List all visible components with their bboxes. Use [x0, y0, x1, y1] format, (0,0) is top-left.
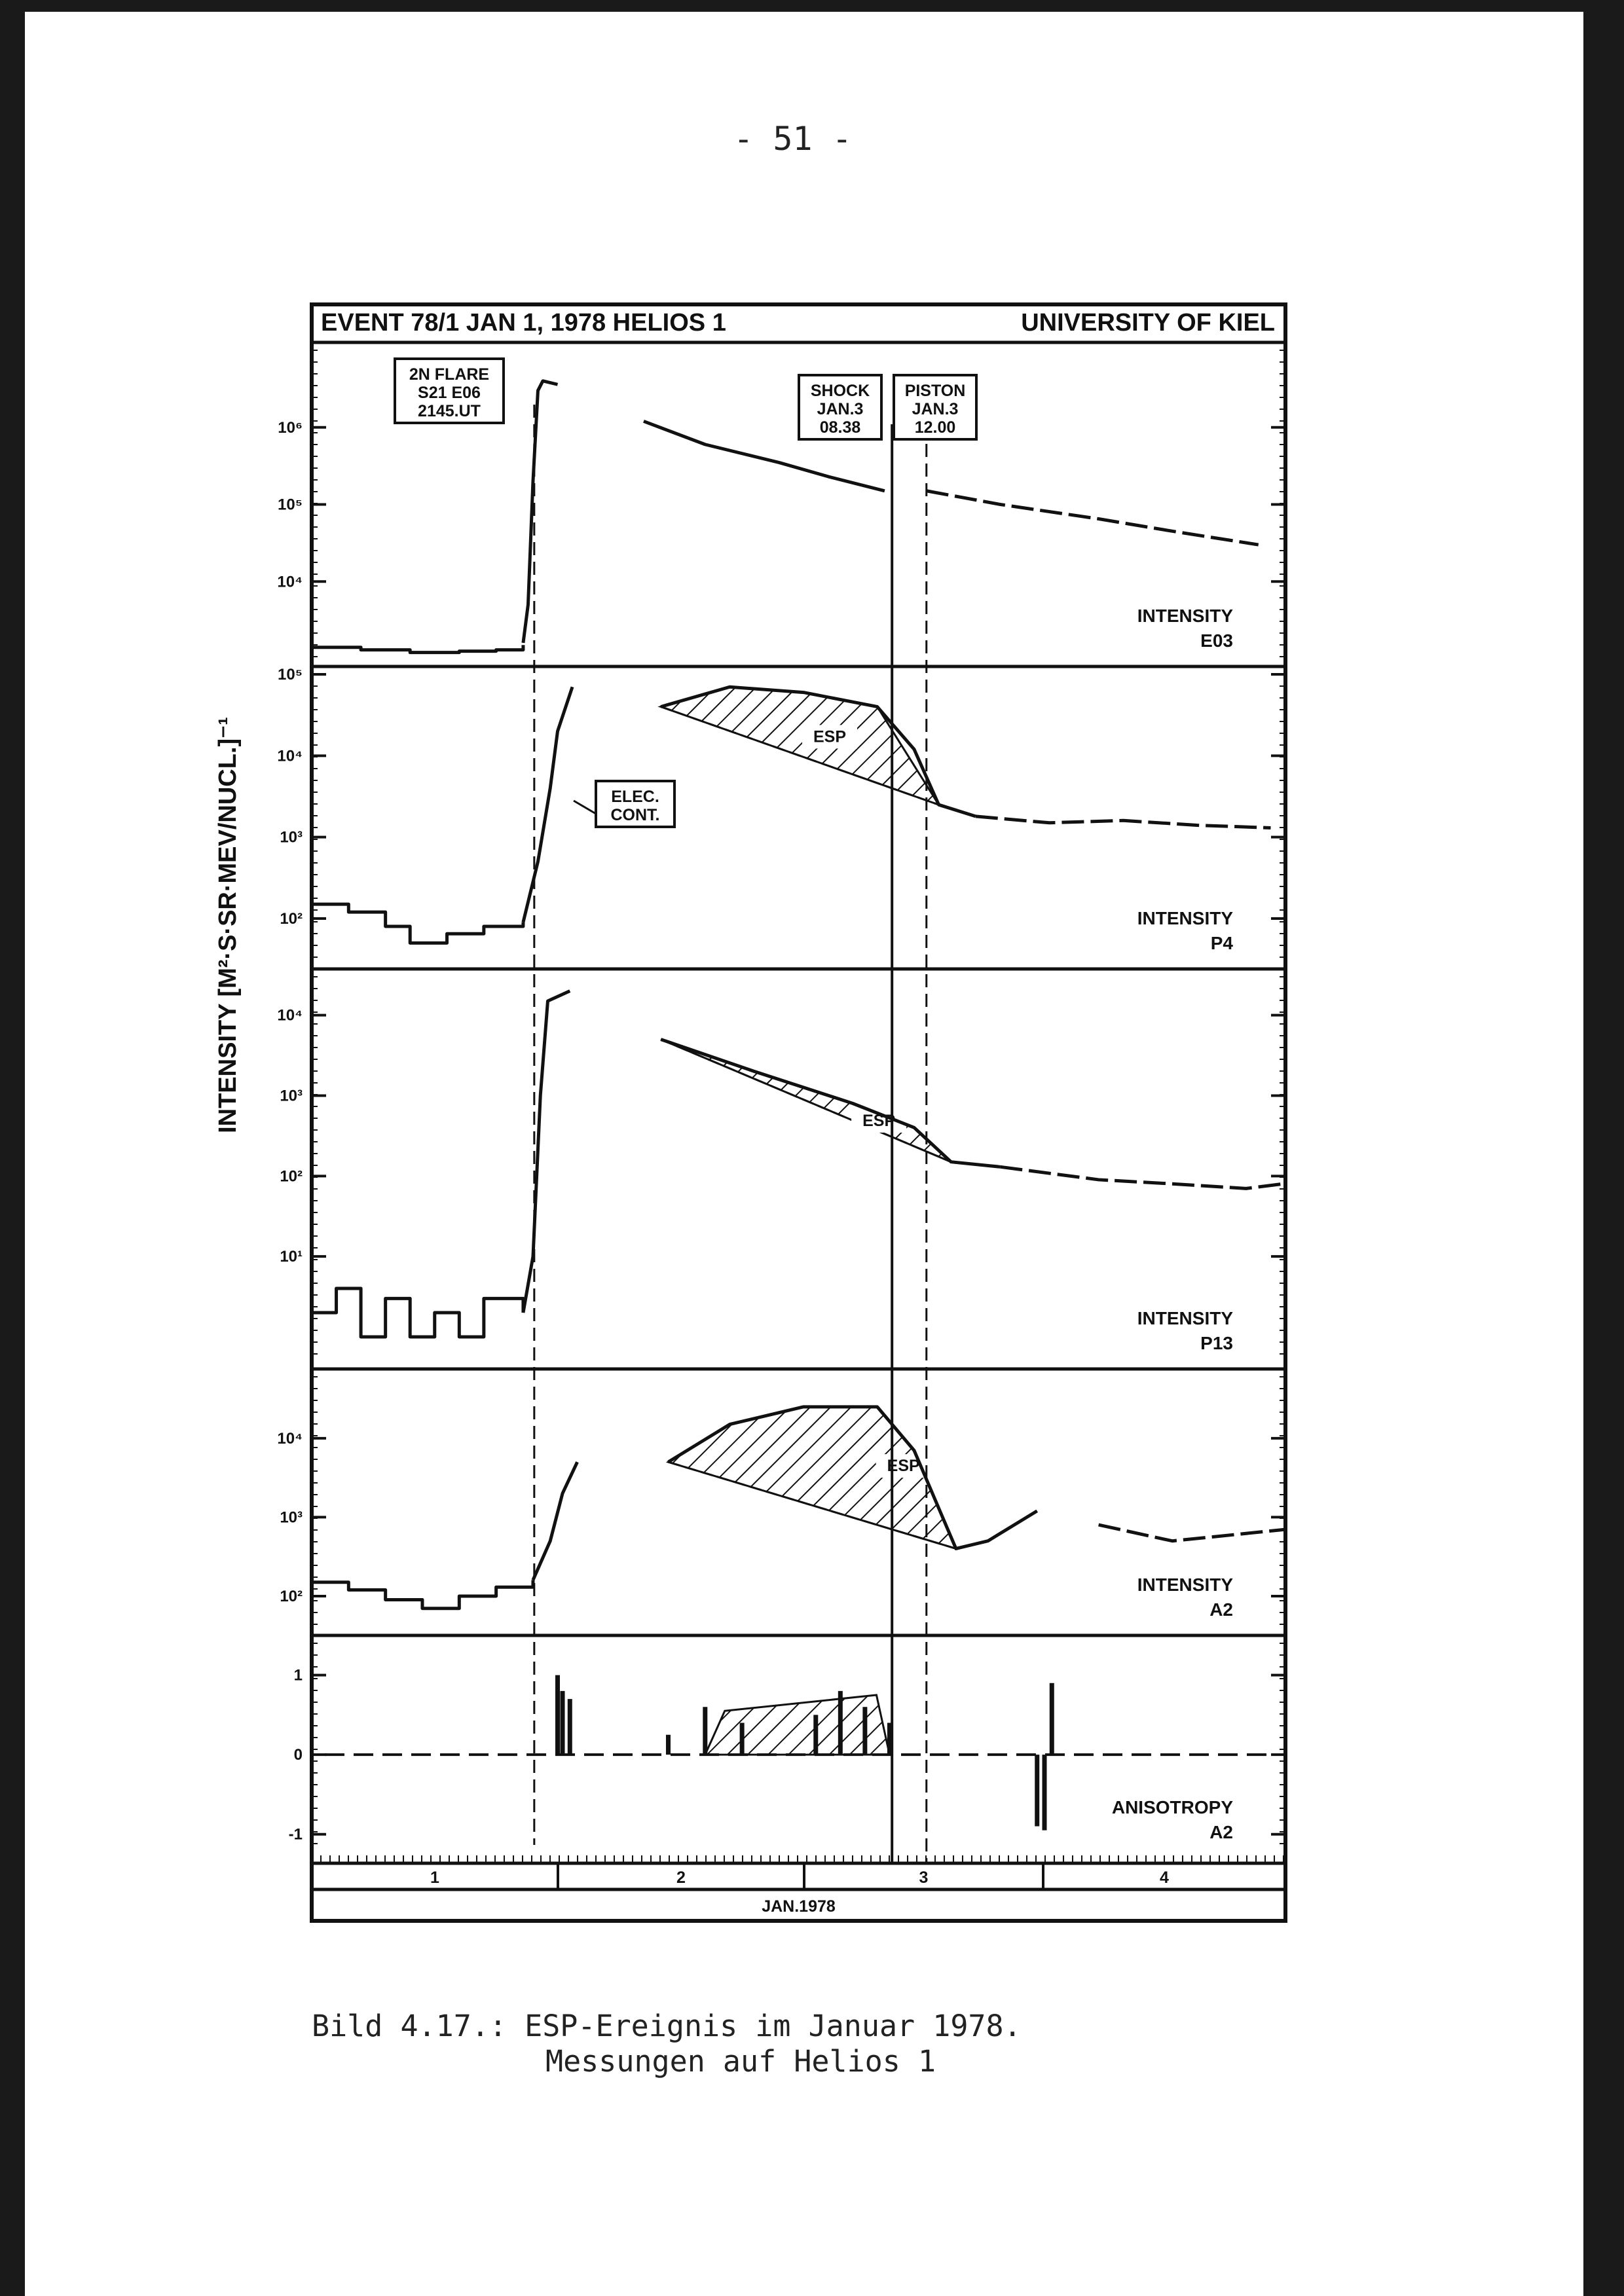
shock-annotation-line: 08.38	[819, 418, 861, 437]
day-label-2: 2	[676, 1868, 686, 1887]
y-tick-label: 10²	[280, 909, 303, 928]
esp-label: ESP	[887, 1457, 920, 1476]
shock-annotation	[799, 375, 881, 439]
esp-label: ESP	[862, 1112, 896, 1131]
panel-label-line2: A2	[1209, 1599, 1233, 1620]
shock-annotation-line: SHOCK	[810, 382, 870, 400]
flare-annotation-line: 2N FLARE	[409, 365, 490, 384]
elec-cont-annotation-line: ELEC.	[611, 788, 659, 806]
data-series-dashed	[1099, 1525, 1285, 1541]
y-tick-label: 10⁵	[278, 496, 303, 514]
data-series-dashed	[927, 491, 1259, 545]
day-label-1: 1	[430, 1868, 439, 1887]
x-axis-label: JAN.1978	[762, 1897, 836, 1916]
elec-cont-pointer	[574, 801, 596, 814]
data-series-dashed	[976, 816, 1271, 828]
panel-label-line1: INTENSITY	[1137, 908, 1233, 928]
piston-annotation-line: PISTON	[904, 382, 966, 400]
panel-p4	[277, 666, 1285, 957]
data-series-dashed	[1000, 1167, 1283, 1188]
piston-annotation	[894, 375, 976, 439]
y-tick-label: 10⁴	[277, 1429, 303, 1448]
flare-annotation-line: S21 E06	[418, 384, 481, 402]
y-tick-label: -1	[288, 1825, 303, 1844]
piston-annotation-line: 12.00	[914, 418, 956, 437]
data-series-line	[523, 991, 570, 1313]
esp-anisotropy-region	[705, 1695, 890, 1755]
page-number: - 51 -	[733, 120, 852, 158]
y-tick-label: 10⁶	[278, 418, 303, 437]
panel-p13	[277, 969, 1285, 1354]
data-series-stairs	[312, 904, 523, 943]
panel-label-line2: E03	[1200, 630, 1233, 651]
panel-label-line2: P4	[1210, 933, 1233, 953]
document-page	[25, 12, 1583, 2296]
esp-hatched-region	[661, 687, 938, 805]
panel-label-line2: A2	[1209, 1822, 1233, 1842]
y-tick-label: 10³	[280, 1508, 303, 1527]
data-series-stairs	[312, 1288, 523, 1337]
y-axis-label: INTENSITY [M²·S·SR·MEV/NUCL.]⁻¹	[214, 717, 242, 1133]
helios-event-chart	[25, 12, 1583, 1976]
panel-label-line1: INTENSITY	[1137, 606, 1233, 626]
data-series-stairs	[312, 1580, 533, 1608]
y-tick-label: 10⁴	[277, 573, 303, 591]
panel-label-line1: ANISOTROPY	[1111, 1797, 1233, 1817]
y-tick-label: 10²	[280, 1167, 303, 1186]
y-tick-label: 10³	[280, 828, 303, 847]
data-series-line	[523, 381, 558, 643]
elec-cont-annotation	[596, 781, 674, 827]
flare-annotation-line: 2145.UT	[418, 402, 481, 420]
figure-caption	[312, 2009, 1022, 2079]
data-series-line	[523, 687, 572, 922]
panel-label-line2: P13	[1200, 1333, 1233, 1353]
y-tick-label: 10⁵	[278, 666, 303, 683]
panel-anisotropy-a2	[289, 1635, 1285, 1844]
esp-label: ESP	[813, 727, 847, 746]
shock-annotation-line: JAN.3	[817, 400, 864, 418]
caption-line-2: Messungen auf Helios 1	[545, 2044, 936, 2079]
day-label-3: 3	[919, 1868, 929, 1887]
panel-a2	[277, 1369, 1285, 1624]
chart-title: EVENT 78/1 JAN 1, 1978 HELIOS 1	[321, 309, 726, 337]
data-series-line	[533, 1462, 578, 1580]
day-label-4: 4	[1160, 1868, 1169, 1887]
chart-frame	[312, 304, 1285, 1921]
y-tick-label: 10⁴	[277, 747, 303, 765]
y-tick-label: 0	[293, 1746, 303, 1764]
y-tick-label: 1	[293, 1666, 303, 1685]
y-tick-label: 10⁴	[277, 1006, 303, 1025]
y-tick-label: 10³	[280, 1087, 303, 1105]
data-series-stairs	[312, 645, 523, 652]
institution-label: UNIVERSITY OF KIEL	[1021, 309, 1275, 337]
y-tick-label: 10¹	[280, 1248, 303, 1266]
elec-cont-annotation-line: CONT.	[610, 806, 660, 824]
panel-label-line1: INTENSITY	[1137, 1575, 1233, 1595]
flare-annotation	[395, 359, 504, 423]
panel-label-line1: INTENSITY	[1137, 1308, 1233, 1328]
piston-annotation-line: JAN.3	[912, 400, 959, 418]
y-tick-label: 10²	[280, 1588, 303, 1606]
caption-line-1: Bild 4.17.: ESP-Ereignis im Januar 1978.	[312, 2009, 1022, 2043]
